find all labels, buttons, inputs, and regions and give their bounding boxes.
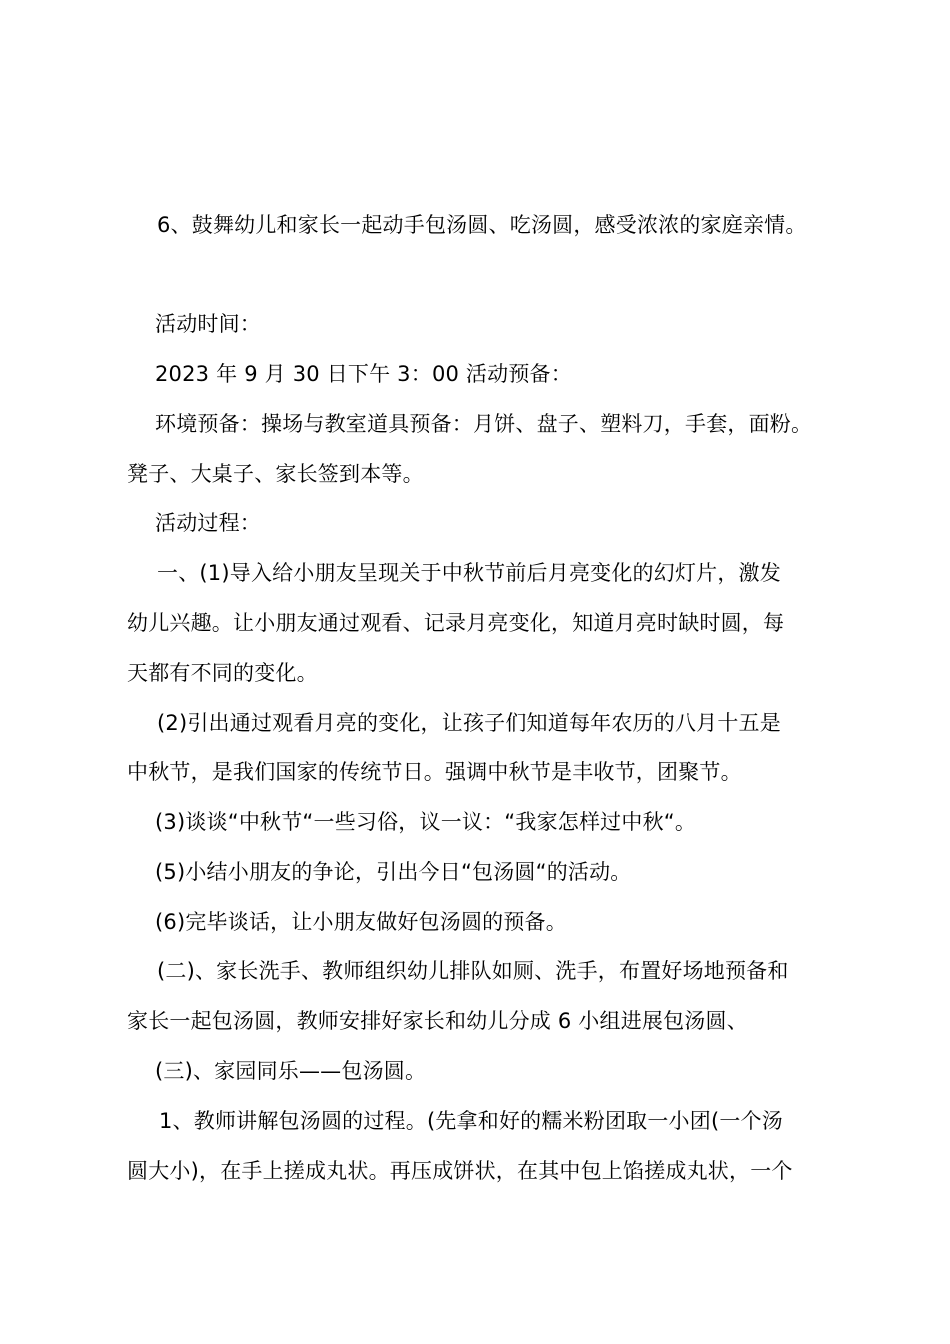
- paragraph-line-5: 凳子、大桌子、家长签到本等。: [127, 462, 424, 486]
- paragraph-line-8: 幼儿兴趣。让小朋友通过观看、记录月亮变化，知道月亮时缺时圆，每: [127, 611, 785, 635]
- paragraph-line-16: 家长一起包汤圆，教师安排好家长和幼儿分成 6 小组进展包汤圆、: [127, 1009, 748, 1033]
- paragraph-line-1: 6、鼓舞幼儿和家长一起动手包汤圆、吃汤圆，感受浓浓的家庭亲情。: [157, 213, 807, 237]
- paragraph-line-17: (三)、家园同乐——包汤圆。: [155, 1059, 427, 1083]
- paragraph-line-13: (5)小结小朋友的争论，引出今日“包汤圆“的活动。: [155, 860, 632, 884]
- paragraph-line-12: (3)谈谈“中秋节“一些习俗，议一议：“我家怎样过中秋“。: [155, 810, 697, 834]
- paragraph-line-19: 圆大小)，在手上搓成丸状。再压成饼状，在其中包上馅搓成丸状，一个: [127, 1159, 793, 1183]
- paragraph-line-7: 一、(1)导入给小朋友呈现关于中秋节前后月亮变化的幻灯片，激发: [157, 561, 781, 585]
- paragraph-line-2: 活动时间：: [155, 312, 261, 336]
- paragraph-line-14: (6)完毕谈话，让小朋友做好包汤圆的预备。: [155, 910, 567, 934]
- paragraph-line-18: 1、教师讲解包汤圆的过程。(先拿和好的糯米粉团取一小团(一个汤: [159, 1109, 783, 1133]
- paragraph-line-11: 中秋节，是我们国家的传统节日。强调中秋节是丰收节，团聚节。: [127, 760, 742, 784]
- paragraph-line-9: 天都有不同的变化。: [127, 661, 318, 685]
- paragraph-line-15: (二)、家长洗手、教师组织幼儿排队如厕、洗手，布置好场地预备和: [157, 959, 789, 983]
- paragraph-line-6: 活动过程：: [155, 511, 261, 535]
- paragraph-line-4: 环境预备：操场与教室道具预备：月饼、盘子、塑料刀，手套，面粉。: [155, 412, 813, 436]
- paragraph-line-10: (2)引出通过观看月亮的变化，让孩子们知道每年农历的八月十五是: [157, 711, 781, 735]
- paragraph-line-3: 2023 年 9 月 30 日下午 3：00 活动预备：: [155, 362, 572, 386]
